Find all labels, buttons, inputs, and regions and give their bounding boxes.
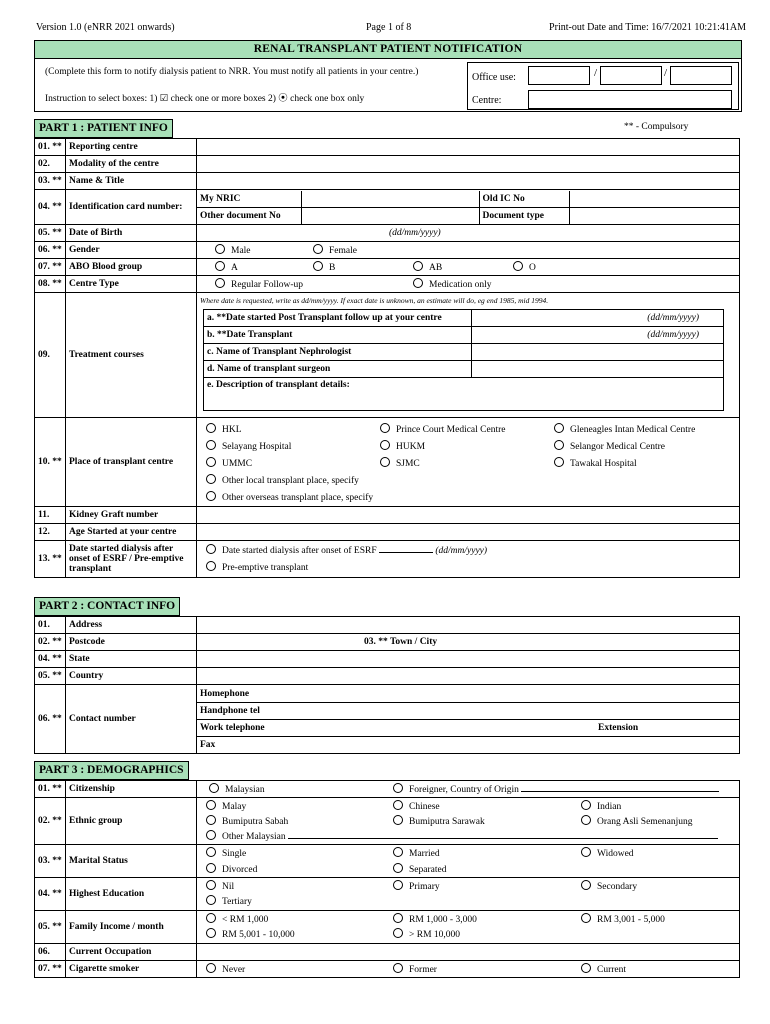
radio-icon	[380, 423, 390, 433]
field-label: Current Occupation	[66, 944, 197, 961]
radio-icon	[393, 913, 403, 923]
radio-icon	[206, 895, 216, 905]
modality-field[interactable]	[197, 156, 740, 173]
row-number: 04. **	[35, 651, 66, 668]
table-row	[35, 878, 740, 911]
radio-icon	[393, 863, 403, 873]
row-number: 01.	[35, 617, 66, 634]
field-label: State	[66, 651, 197, 668]
old-ic-field[interactable]	[569, 191, 739, 208]
part2-table	[34, 616, 740, 754]
radio-icon	[206, 928, 216, 938]
treatment-b-label: b. **Date Transplant	[204, 327, 472, 344]
ethnic-other-radio[interactable]: Other Malaysian	[206, 830, 718, 842]
reporting-centre-field[interactable]	[197, 139, 740, 156]
radio-icon	[380, 457, 390, 467]
ethnic-chinese-radio[interactable]: Chinese	[393, 800, 440, 812]
part2-title: PART 2 : CONTACT INFO	[34, 597, 180, 616]
ethnic-bumiputra-sarawak-radio[interactable]: Bumiputra Sarawak	[393, 815, 485, 827]
place-tawakal-radio[interactable]: Tawakal Hospital	[554, 457, 637, 469]
place-other-local-radio[interactable]: Other local transplant place, specify	[206, 474, 359, 486]
income-3001-5000-radio[interactable]: RM 3,001 - 5,000	[581, 913, 665, 925]
field-label: Cigarette smoker	[66, 961, 197, 978]
intro-line-2: Instruction to select boxes: 1) ☑ check one or more boxes 2) ⦿ check one box only	[45, 94, 365, 104]
income-gt10000-radio[interactable]: > RM 10,000	[393, 928, 460, 940]
kidney-graft-field[interactable]	[197, 507, 740, 524]
row-number: 07. **	[35, 961, 66, 978]
radio-icon	[581, 847, 591, 857]
radio-icon	[313, 244, 323, 254]
radio-icon	[393, 880, 403, 890]
field-label: Age Started at your centre	[66, 524, 197, 541]
doc-type-label: Document type	[479, 207, 569, 224]
field-label: Name & Title	[66, 173, 197, 190]
field-label: Place of transplant centre	[66, 418, 197, 507]
row-number: 02. **	[35, 634, 66, 651]
field-label: ABO Blood group	[66, 259, 197, 276]
ethnic-indian-radio[interactable]: Indian	[581, 800, 621, 812]
row-number: 03. **	[35, 173, 66, 190]
row-number: 04. **	[35, 190, 66, 225]
dob-field[interactable]: (dd/mm/yyyy)	[197, 225, 740, 242]
place-hkl-radio[interactable]: HKL	[206, 423, 242, 435]
ethnic-malay-radio[interactable]: Malay	[206, 800, 246, 812]
income-lt1000-radio[interactable]: < RM 1,000	[206, 913, 268, 925]
edu-tertiary-radio[interactable]: Tertiary	[206, 895, 252, 907]
field-label: Postcode	[66, 634, 197, 651]
other-ethnic-field[interactable]	[288, 838, 718, 839]
row-number: 10. **	[35, 418, 66, 507]
row-number: 13. **	[35, 541, 66, 578]
edu-secondary-radio[interactable]: Secondary	[581, 880, 637, 892]
address-field[interactable]	[197, 617, 740, 634]
handphone-field[interactable]: Handphone tel	[197, 702, 739, 719]
row-number: 08. **	[35, 276, 66, 293]
centre-label: Centre:	[472, 95, 502, 106]
smoker-former-radio[interactable]: Former	[393, 963, 437, 975]
field-label: Treatment courses	[66, 293, 197, 418]
field-label: Contact number	[66, 685, 197, 754]
field-label: Marital Status	[66, 845, 197, 878]
compulsory-note: ** - Compulsory	[624, 122, 689, 132]
fax-field[interactable]: Fax	[197, 736, 739, 753]
edu-primary-radio[interactable]: Primary	[393, 880, 440, 892]
row-number: 11.	[35, 507, 66, 524]
treatment-a-field[interactable]: (dd/mm/yyyy)	[472, 310, 724, 327]
table-row	[35, 798, 740, 845]
radio-icon	[215, 278, 225, 288]
radio-icon	[206, 457, 216, 467]
radio-icon	[215, 244, 225, 254]
table-row	[35, 242, 740, 259]
my-nric-label: My NRIC	[197, 191, 301, 208]
radio-icon	[206, 863, 216, 873]
part3-table	[34, 780, 740, 978]
radio-icon	[393, 815, 403, 825]
income-1000-3000-radio[interactable]: RM 1,000 - 3,000	[393, 913, 477, 925]
row-number: 02. **	[35, 798, 66, 845]
row-number: 04. **	[35, 878, 66, 911]
radio-icon	[393, 963, 403, 973]
field-label: Ethnic group	[66, 798, 197, 845]
radio-icon	[313, 261, 323, 271]
slash-1: /	[594, 67, 598, 79]
table-row	[35, 845, 740, 878]
town-city-label[interactable]: 03. ** Town / City	[197, 634, 740, 651]
extension-field[interactable]: Extension	[598, 722, 639, 733]
part3-title: PART 3 : DEMOGRAPHICS	[34, 761, 189, 780]
table-row	[35, 911, 740, 944]
radio-icon	[206, 474, 216, 484]
radio-icon	[581, 963, 591, 973]
office-use-field-1[interactable]	[528, 66, 590, 85]
smoker-never-radio[interactable]: Never	[206, 963, 245, 975]
centre-type-regular-radio[interactable]: Regular Follow-up	[215, 278, 303, 290]
field-label: Identification card number:	[66, 190, 197, 225]
radio-icon	[413, 278, 423, 288]
version-text: Version 1.0 (eNRR 2021 onwards)	[36, 22, 175, 33]
id-subtable	[197, 191, 739, 224]
table-row	[35, 634, 740, 651]
other-doc-field[interactable]	[301, 207, 479, 224]
radio-icon	[206, 440, 216, 450]
row-number: 05. **	[35, 668, 66, 685]
state-field[interactable]	[197, 651, 740, 668]
age-started-field[interactable]	[197, 524, 740, 541]
office-use-box	[467, 62, 739, 110]
my-nric-field[interactable]	[301, 191, 479, 208]
radio-icon	[206, 880, 216, 890]
centre-field[interactable]	[528, 90, 732, 109]
radio-icon	[513, 261, 523, 271]
radio-icon	[206, 423, 216, 433]
country-field[interactable]	[197, 668, 740, 685]
blood-ab-radio[interactable]: AB	[413, 261, 442, 273]
radio-icon	[581, 815, 591, 825]
table-row	[35, 541, 740, 578]
place-selangor-radio[interactable]: Selangor Medical Centre	[554, 440, 665, 452]
radio-icon	[380, 440, 390, 450]
treatment-d-field[interactable]	[472, 361, 724, 378]
place-selayang-radio[interactable]: Selayang Hospital	[206, 440, 291, 452]
centre-type-medication-radio[interactable]: Medication only	[413, 278, 492, 290]
homephone-field[interactable]: Homephone	[197, 686, 739, 703]
row-number: 12.	[35, 524, 66, 541]
place-sjmc-radio[interactable]: SJMC	[380, 457, 420, 469]
radio-icon	[215, 261, 225, 271]
radio-icon	[206, 815, 216, 825]
row-number: 09.	[35, 293, 66, 418]
field-label: Kidney Graft number	[66, 507, 197, 524]
treatment-e-field[interactable]: e. Description of transplant details:	[204, 378, 724, 411]
place-prince-court-radio[interactable]: Prince Court Medical Centre	[380, 423, 505, 435]
radio-icon	[393, 928, 403, 938]
table-row	[35, 685, 740, 754]
table-row	[35, 139, 740, 156]
pre-emptive-radio[interactable]: Pre-emptive transplant	[206, 561, 308, 573]
row-number: 01. **	[35, 781, 66, 798]
blood-a-radio[interactable]: A	[215, 261, 238, 273]
place-ummc-radio[interactable]: UMMC	[206, 457, 252, 469]
radio-icon	[581, 800, 591, 810]
treatment-a-label: a. **Date started Post Transplant follow up at your centre	[204, 310, 472, 327]
ethnic-orang-asli-radio[interactable]: Orang Asli Semenanjung	[581, 815, 693, 827]
field-label: Address	[66, 617, 197, 634]
table-row	[35, 293, 740, 418]
row-number: 05. **	[35, 225, 66, 242]
ethnic-bumiputra-sabah-radio[interactable]: Bumiputra Sabah	[206, 815, 288, 827]
table-row	[35, 418, 740, 507]
table-row	[35, 668, 740, 685]
contact-subtable	[197, 686, 739, 753]
citizen-malaysian-radio[interactable]: Malaysian	[209, 783, 265, 795]
dialysis-date-field[interactable]	[379, 552, 433, 553]
radio-icon	[206, 830, 216, 840]
treatment-c-label: c. Name of Transplant Nephrologist	[204, 344, 472, 361]
printout-datetime: Print-out Date and Time: 16/7/2021 10:21:41AM	[549, 22, 746, 33]
marital-widowed-radio[interactable]: Widowed	[581, 847, 634, 859]
field-label: Gender	[66, 242, 197, 259]
table-row	[35, 651, 740, 668]
marital-married-radio[interactable]: Married	[393, 847, 440, 859]
office-use-field-2[interactable]	[600, 66, 662, 85]
place-gleneagles-radio[interactable]: Gleneagles Intan Medical Centre	[554, 423, 695, 435]
table-row	[35, 276, 740, 293]
radio-icon	[581, 880, 591, 890]
treatment-d-label: d. Name of transplant surgeon	[204, 361, 472, 378]
radio-icon	[554, 423, 564, 433]
field-label: Family Income / month	[66, 911, 197, 944]
form-title: RENAL TRANSPLANT PATIENT NOTIFICATION	[34, 40, 742, 59]
office-use-field-3[interactable]	[670, 66, 732, 85]
page-header	[36, 22, 746, 36]
table-row	[35, 507, 740, 524]
radio-icon	[209, 783, 219, 793]
table-row	[35, 944, 740, 961]
place-hukm-radio[interactable]: HUKM	[380, 440, 425, 452]
gender-male-radio[interactable]: Male	[215, 244, 251, 256]
doc-type-field[interactable]	[569, 207, 739, 224]
radio-icon	[206, 491, 216, 501]
treatment-subtable	[203, 309, 724, 411]
country-origin-field[interactable]	[521, 791, 719, 792]
row-number: 06.	[35, 944, 66, 961]
marital-separated-radio[interactable]: Separated	[393, 863, 446, 875]
radio-icon	[554, 457, 564, 467]
name-title-field[interactable]	[197, 173, 740, 190]
table-row	[35, 781, 740, 798]
row-number: 03. **	[35, 845, 66, 878]
income-5001-10000-radio[interactable]: RM 5,001 - 10,000	[206, 928, 295, 940]
radio-icon	[393, 800, 403, 810]
office-use-label: Office use:	[472, 72, 516, 83]
page-number: Page 1 of 8	[366, 22, 412, 33]
intro-box	[34, 58, 742, 112]
old-ic-label: Old IC No	[479, 191, 569, 208]
field-label: Highest Education	[66, 878, 197, 911]
field-label: Date of Birth	[66, 225, 197, 242]
radio-icon	[206, 913, 216, 923]
row-number: 02.	[35, 156, 66, 173]
radio-icon	[393, 783, 403, 793]
table-row	[35, 225, 740, 242]
table-row	[35, 961, 740, 978]
radio-icon	[206, 561, 216, 571]
work-telephone-field[interactable]: Work telephone	[200, 722, 265, 733]
field-label: Country	[66, 668, 197, 685]
row-number: 07. **	[35, 259, 66, 276]
place-other-overseas-radio[interactable]: Other overseas transplant place, specify	[206, 491, 373, 503]
gender-female-radio[interactable]: Female	[313, 244, 357, 256]
row-number: 05. **	[35, 911, 66, 944]
marital-divorced-radio[interactable]: Divorced	[206, 863, 257, 875]
radio-icon	[413, 261, 423, 271]
part1-title: PART 1 : PATIENT INFO	[34, 119, 173, 138]
smoker-current-radio[interactable]: Current	[581, 963, 626, 975]
radio-icon	[393, 847, 403, 857]
citizen-foreigner-radio[interactable]: Foreigner, Country of Origin	[393, 783, 719, 795]
radio-icon	[206, 544, 216, 554]
field-label: Centre Type	[66, 276, 197, 293]
treatment-b-field[interactable]: (dd/mm/yyyy)	[472, 327, 724, 344]
part1-table	[34, 138, 740, 578]
radio-icon	[206, 963, 216, 973]
field-label: Citizenship	[66, 781, 197, 798]
table-row	[35, 173, 740, 190]
radio-icon	[206, 847, 216, 857]
date-note: Where date is requested, write as dd/mm/yyyy. If exact date is unknown, an estimate will do, eg end 1985, mid 1994.	[200, 296, 549, 305]
field-label: Reporting centre	[66, 139, 197, 156]
intro-line-1: (Complete this form to notify dialysis patient to NRR. You must notify all patients in your centre.)	[45, 67, 419, 77]
marital-single-radio[interactable]: Single	[206, 847, 246, 859]
radio-icon	[581, 913, 591, 923]
blood-o-radio[interactable]: O	[513, 261, 536, 273]
occupation-field[interactable]	[197, 944, 740, 961]
slash-2: /	[664, 67, 668, 79]
other-doc-label: Other document No	[197, 207, 301, 224]
radio-icon	[554, 440, 564, 450]
table-row	[35, 156, 740, 173]
blood-b-radio[interactable]: B	[313, 261, 335, 273]
treatment-c-field[interactable]	[472, 344, 724, 361]
row-number: 01. **	[35, 139, 66, 156]
field-label: Date started dialysis after onset of ESRF / Pre-emptive transplant	[66, 541, 197, 578]
field-label: Modality of the centre	[66, 156, 197, 173]
dialysis-onset-radio[interactable]: Date started dialysis after onset of ESRF (dd/mm/yyyy)	[206, 544, 487, 556]
table-row	[35, 524, 740, 541]
edu-nil-radio[interactable]: Nil	[206, 880, 234, 892]
row-number: 06. **	[35, 685, 66, 754]
table-row	[35, 259, 740, 276]
table-row	[35, 190, 740, 225]
row-number: 06. **	[35, 242, 66, 259]
table-row	[35, 617, 740, 634]
radio-icon	[206, 800, 216, 810]
